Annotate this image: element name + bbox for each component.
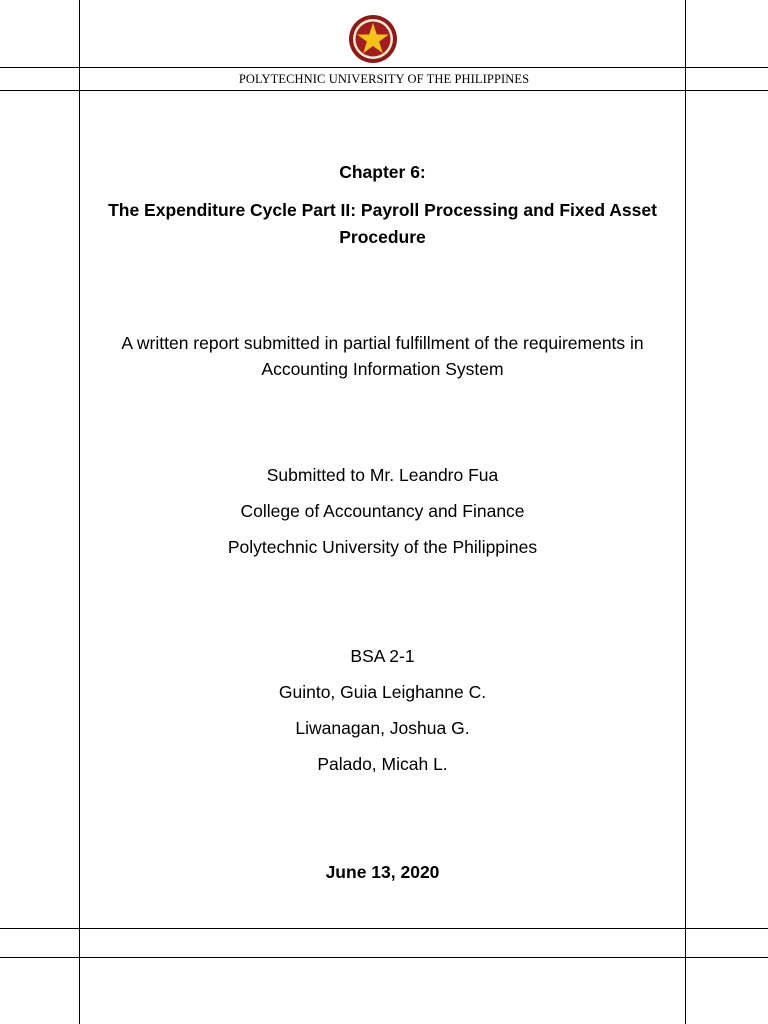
report-title: The Expenditure Cycle Part II: Payroll Processing and Fixed Asset Procedure [108,200,657,247]
submitted-to: Submitted to Mr. Leandro Fua [266,465,499,485]
right-border-line [685,0,686,1024]
author-name: Liwanagan, Joshua G. [295,718,470,738]
chapter-label: Chapter 6: [339,162,426,182]
section-label: BSA 2-1 [350,646,415,666]
author-name: Guinto, Guia Leighanne C. [278,682,487,702]
college-name: College of Accountancy and Finance [240,501,525,521]
header-bottom-rule [0,90,768,91]
university-name: Polytechnic University of the Philippines [227,537,538,557]
footer-bottom-rule [0,957,768,958]
report-date: June 13, 2020 [325,862,440,882]
footer-top-rule [0,928,768,929]
university-seal-icon [348,14,398,64]
author-name: Palado, Micah L. [317,754,448,774]
header-top-rule [0,67,768,68]
report-purpose: A written report submitted in partial fulfillment of the requirements in Accounting Information System [121,333,644,379]
university-header: POLYTECHNIC UNIVERSITY OF THE PHILIPPINES [238,72,530,86]
